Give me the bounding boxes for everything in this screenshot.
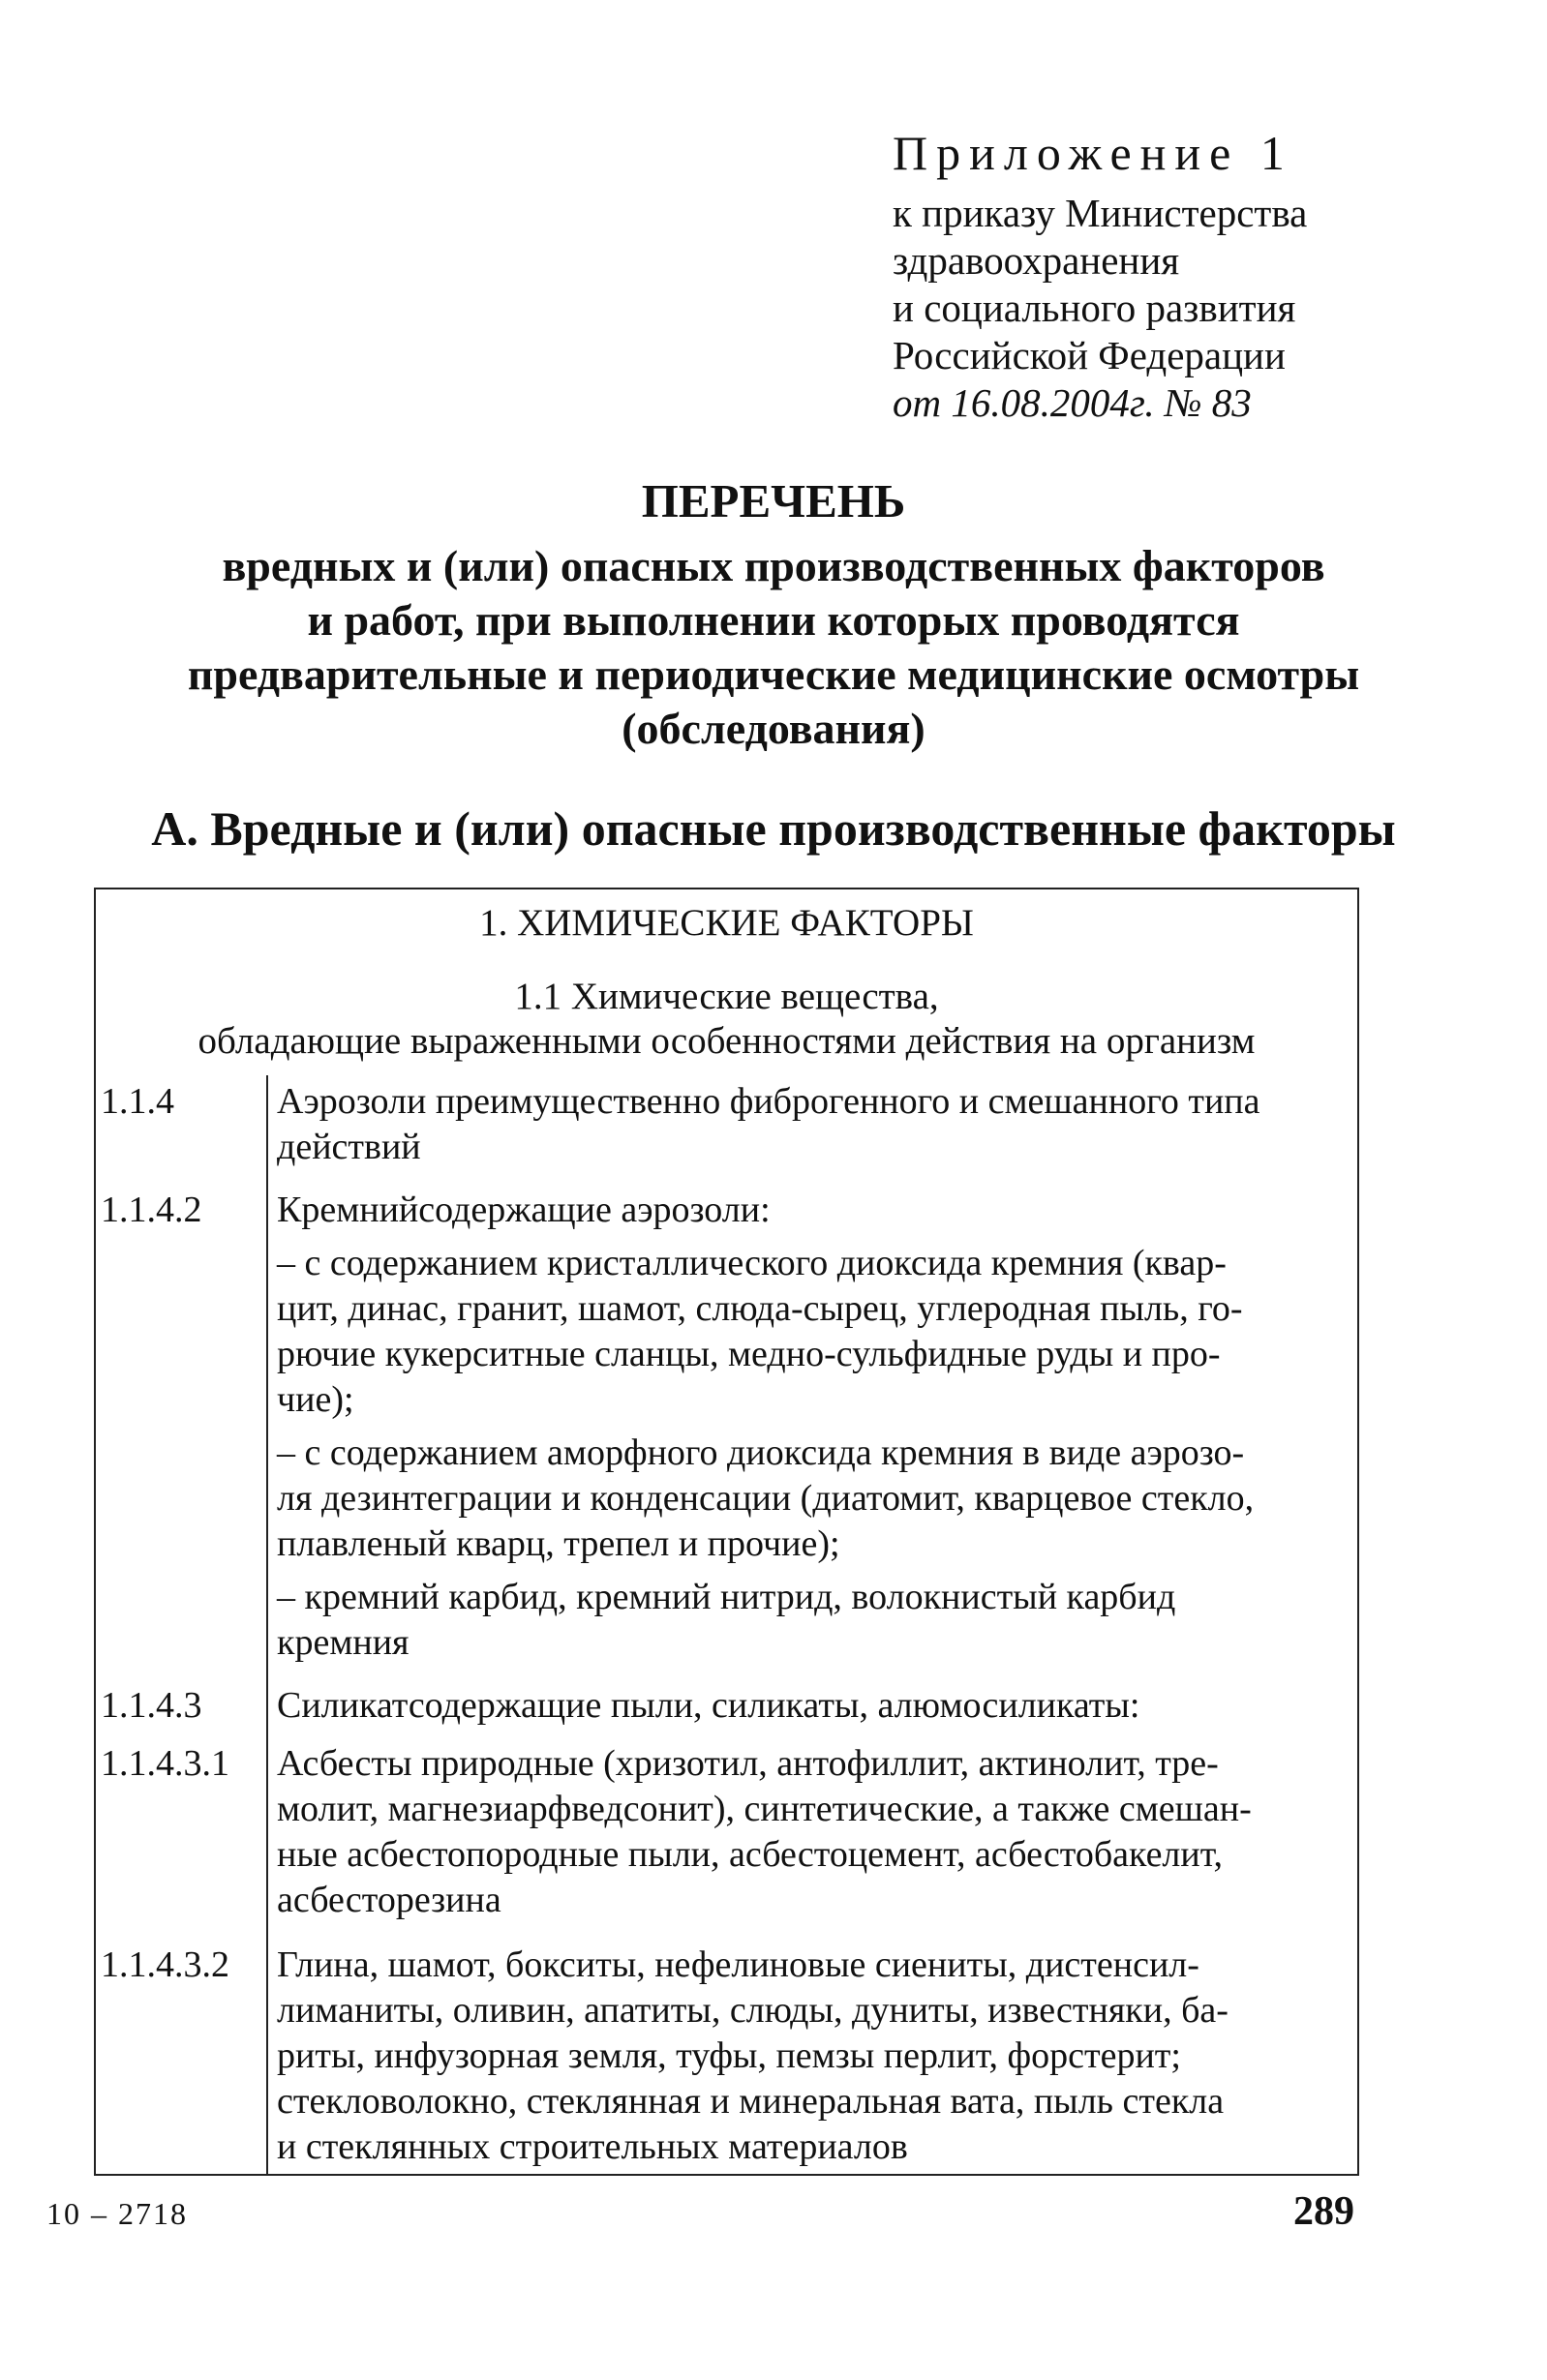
- row-description: [277, 1079, 1353, 1170]
- description-line: чие);: [277, 1379, 354, 1420]
- description-line: действий: [277, 1127, 421, 1167]
- description-line: асбесторезина: [277, 1880, 501, 1920]
- row-code: 1.1.4: [101, 1081, 174, 1122]
- description-line: риты, инфузорная земля, туфы, пемзы перлит, форстерит;: [277, 2035, 1181, 2076]
- factors-table: [94, 888, 1359, 2176]
- subtitle-line: предварительные и периодические медицинские осмотры: [187, 649, 1360, 699]
- row-code: 1.1.4.3: [101, 1685, 202, 1726]
- category-title: 1. ХИМИЧЕСКИЕ ФАКТОРЫ: [479, 902, 974, 944]
- subcategory-title-line-1: 1.1 Химические вещества,: [514, 976, 939, 1017]
- appendix-title: Приложение 1: [893, 126, 1293, 180]
- description-line: – с содержанием кристаллического диоксида кремния (квар-: [277, 1243, 1227, 1283]
- section-heading: А. Вредные и (или) опасные производственные факторы: [151, 801, 1396, 856]
- description-line: цит, динас, гранит, шамот, слюда-сырец, углеродная пыль, го-: [277, 1288, 1243, 1329]
- subtitle-line: вредных и (или) опасных производственных факторов: [222, 541, 1325, 590]
- description-line: Силикатсодержащие пыли, силикаты, алюмосиликаты:: [277, 1685, 1140, 1726]
- document-title: ПЕРЕЧЕНЬ: [641, 474, 906, 527]
- description-line: лиманиты, оливин, апатиты, слюды, дуниты, известняки, ба-: [277, 1990, 1228, 2031]
- appendix-line-3: и социального развития: [893, 286, 1296, 330]
- description-line: кремния: [277, 1622, 410, 1663]
- description-line: Кремнийсодержащие аэрозоли:: [277, 1190, 771, 1230]
- row-description: [277, 1943, 1353, 2170]
- row-code: 1.1.4.3.2: [101, 1944, 229, 1985]
- description-line: молит, магнезиарфведсонит), синтетические, а также смешан-: [277, 1789, 1252, 1829]
- page-number: 289: [1293, 2189, 1354, 2234]
- appendix-line-4: Российской Федерации: [893, 333, 1286, 377]
- description-line: – с содержанием аморфного диоксида кремния в виде аэрозо-: [277, 1432, 1245, 1473]
- description-line: Асбесты природные (хризотил, антофиллит, актинолит, тре-: [277, 1743, 1219, 1784]
- description-line: плавленый кварц, трепел и прочие);: [277, 1523, 840, 1564]
- subcategory-title-line-2: обладающие выраженными особенностями действия на организм: [197, 1020, 1256, 1062]
- description-line: Аэрозоли преимущественно фиброгенного и смешанного типа: [277, 1081, 1260, 1122]
- document-subtitle: [0, 539, 1547, 756]
- appendix-header: [893, 124, 1512, 427]
- list-item: [277, 1575, 1353, 1666]
- description-line: и стеклянных строительных материалов: [277, 2126, 908, 2167]
- column-divider: [266, 1075, 268, 2174]
- list-item: [277, 1431, 1353, 1567]
- description-line: – кремний карбид, кремний нитрид, волокнистый карбид: [277, 1577, 1176, 1617]
- row-description: [277, 1188, 1353, 1666]
- appendix-line-2: здравоохранения: [893, 238, 1180, 283]
- row-description: [277, 1741, 1353, 1923]
- subtitle-line: (обследования): [622, 704, 925, 753]
- description-line: ные асбестопородные пыли, асбестоцемент, асбестобакелит,: [277, 1834, 1223, 1875]
- description-line: рючие кукерситные сланцы, медно-сульфидные руды и про-: [277, 1334, 1221, 1374]
- row-code: 1.1.4.2: [101, 1190, 202, 1230]
- appendix-line-1: к приказу Министерства: [893, 191, 1308, 235]
- description-line: стекловолокно, стеклянная и минеральная вата, пыль стекла: [277, 2081, 1225, 2122]
- row-description: [277, 1683, 1353, 1729]
- description-line: ля дезинтеграции и конденсации (диатомит, кварцевое стекло,: [277, 1478, 1255, 1519]
- appendix-order-date: от 16.08.2004г. № 83: [893, 380, 1252, 425]
- list-item: [277, 1241, 1353, 1423]
- row-code: 1.1.4.3.1: [101, 1743, 229, 1784]
- subtitle-line: и работ, при выполнении которых проводятся: [307, 595, 1240, 645]
- description-line: Глина, шамот, бокситы, нефелиновые сиениты, дистенсил-: [277, 1944, 1199, 1985]
- footer-print-code: 10 – 2718: [46, 2196, 188, 2231]
